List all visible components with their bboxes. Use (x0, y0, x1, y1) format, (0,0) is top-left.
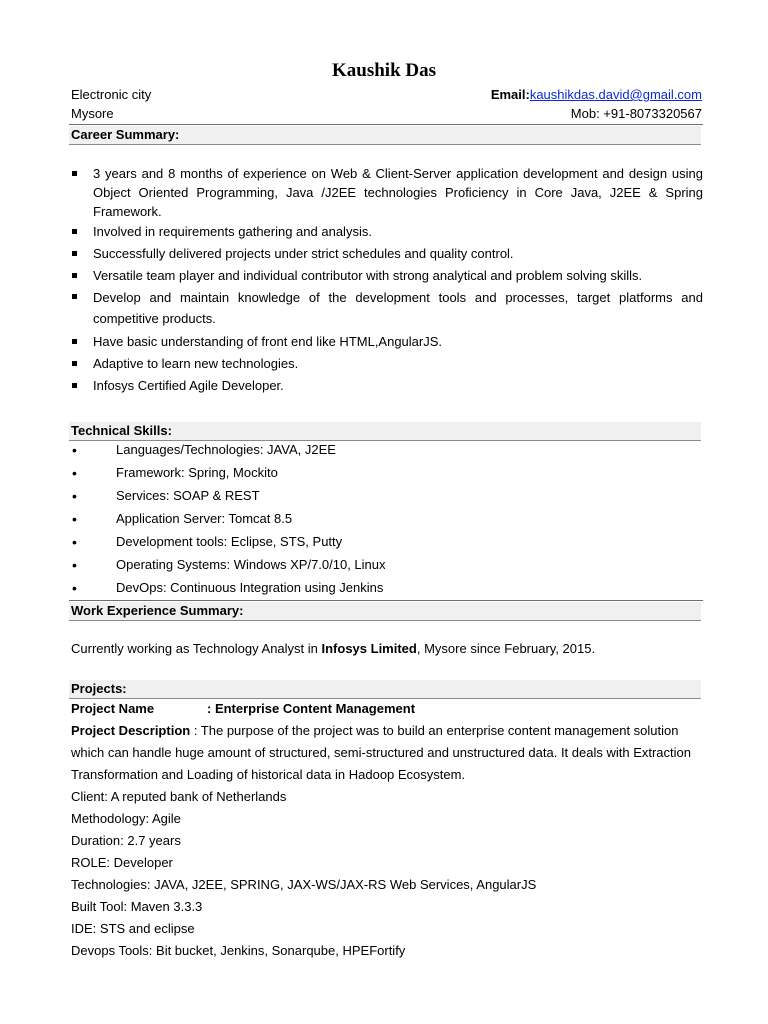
work-text-after: , Mysore since February, 2015. (416, 641, 596, 656)
list-item: • DevOps: Continuous Integration using Jenkins (71, 579, 703, 602)
project-methodology: Methodology: Agile (71, 811, 181, 826)
address-line-2: Mysore (71, 106, 114, 121)
list-item: Develop and maintain knowledge of the development tools and processes, target platforms and competitive products. (71, 287, 703, 329)
candidate-name: Kaushik Das (331, 60, 437, 81)
list-item: • Development tools: Eclipse, STS, Putty (71, 533, 703, 556)
work-experience-heading: Work Experience Summary: (69, 602, 701, 621)
list-item: • Services: SOAP & REST (71, 487, 703, 510)
list-item: Infosys Certified Agile Developer. (71, 376, 703, 395)
list-item: • Languages/Technologies: JAVA, J2EE (71, 441, 703, 464)
list-item: Versatile team player and individual contributor with strong analytical and problem solving skills. (71, 266, 703, 285)
project-name-row (71, 698, 703, 720)
career-summary-list (71, 164, 703, 395)
project-description (71, 720, 703, 786)
career-summary-heading: Career Summary: (69, 126, 701, 145)
list-item: • Operating Systems: Windows XP/7.0/10, Linux (71, 556, 703, 579)
project-name-value: : Enterprise Content Management (207, 701, 416, 716)
project-role: ROLE: Developer (71, 855, 173, 870)
list-item: Involved in requirements gathering and analysis. (71, 222, 703, 241)
list-item: • Application Server: Tomcat 8.5 (71, 510, 703, 533)
list-item: Adaptive to learn new technologies. (71, 354, 703, 373)
technical-skills-heading: Technical Skills: (69, 422, 701, 441)
list-item: Successfully delivered projects under strict schedules and quality control. (71, 244, 703, 263)
work-text-before: Currently working as Technology Analyst in (71, 641, 322, 656)
project-description-label: Project Description (71, 723, 191, 738)
project-build-tool: Built Tool: Maven 3.3.3 (71, 899, 203, 914)
project-description-text: : The purpose of the project was to build an enterprise content management solution which can handle huge amount of structured, semi-structured and unstructured data. It deals with Extraction Transformation and Loading of historical data in Hadoop Ecosystem. (71, 723, 692, 782)
project-client: Client: A reputed bank of Netherlands (71, 789, 287, 804)
list-item: • Framework: Spring, Mockito (71, 464, 703, 487)
email-contact (491, 87, 702, 102)
company-name: Infosys Limited (321, 641, 417, 656)
list-item: Have basic understanding of front end like HTML,AngularJS. (71, 332, 703, 351)
list-item: 3 years and 8 months of experience on Web & Client-Server application development and design using Object Oriented Programming, Java /J2EE technologies Proficiency in Core Java, J2EE & Spring Framework. (71, 164, 703, 221)
divider (69, 124, 703, 125)
project-devops-tools: Devops Tools: Bit bucket, Jenkins, Sonarqube, HPEFortify (71, 943, 406, 958)
project-ide: IDE: STS and eclipse (71, 921, 195, 936)
project-technologies: Technologies: JAVA, J2EE, SPRING, JAX-WS/JAX-RS Web Services, AngularJS (71, 877, 537, 892)
email-label: Email: (490, 87, 530, 102)
mobile-number: Mob: +91-8073320567 (570, 106, 702, 121)
technical-skills-list (71, 441, 703, 602)
address-line-1: Electronic city (71, 87, 152, 102)
divider (69, 600, 703, 601)
project-duration: Duration: 2.7 years (71, 833, 181, 848)
work-experience-text (71, 638, 703, 660)
project-name-label: Project Name (71, 701, 155, 716)
projects-heading: Projects: (69, 680, 701, 699)
email-link[interactable]: kaushikdas.david@gmail.com (529, 87, 702, 102)
